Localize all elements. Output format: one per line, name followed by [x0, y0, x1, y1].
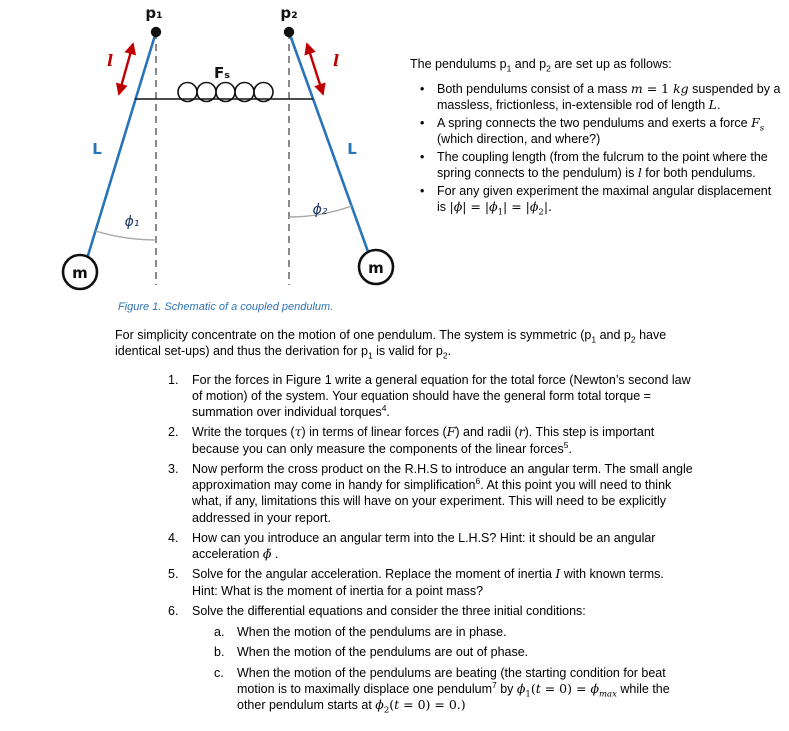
- intro-paragraph: For simplicity concentrate on the motion of one pendulum. The system is symmetric ($p_1$ and $p_2$ have identical set-ups) and thus the derivation for $p_1$ is valid for $p_2$.: [115, 328, 667, 361]
- setup-bullet: [420, 149, 782, 181]
- question-item-5: [115, 566, 693, 599]
- question-6-intro: Solve the differential equations and consider the three initial conditions:: [192, 603, 586, 618]
- question-text: [192, 603, 693, 718]
- angle-label-right: ϕ₂: [312, 202, 328, 218]
- angle-arc-left: [96, 231, 157, 240]
- rod-length-label-right: L: [347, 140, 357, 158]
- setup-bullet-text: For any given experiment the maximal angular displacement is $|\phi| = |\phi_1| = |\phi_2|$.: [437, 184, 772, 218]
- figure-caption: Figure 1. Schematic of a coupled pendulum.: [118, 301, 334, 313]
- question-item-4: [115, 530, 693, 563]
- mass-label-left: m: [72, 264, 88, 282]
- setup-bullet-list: [410, 81, 782, 218]
- figure-1-diagram: [6, 2, 408, 302]
- setup-bullet: [420, 81, 782, 113]
- pivot-label-right: p₂: [280, 4, 298, 22]
- document-body: [115, 327, 693, 721]
- question-text: How can you introduce an angular term into the L.H.S? Hint: it should be an angular acceleration ϕ̈ .: [192, 530, 656, 561]
- sub-question-list: [192, 624, 693, 716]
- question-item-6: [115, 603, 693, 718]
- sub-question-text: When the motion of the pendulums are beating (the starting condition for beat motion is to maximally displace one pendulum$^7$ by $\phi_1(t = 0) = \phi_{max}$ while the other pendulum starts at $\phi_2(t = 0) = 0$.): [237, 665, 670, 716]
- item-number: 5.: [168, 567, 179, 582]
- question-item-1: [115, 372, 693, 421]
- item-number: 2.: [168, 425, 179, 440]
- item-number: 3.: [168, 461, 179, 476]
- question-item-2: [115, 424, 693, 457]
- setup-title: The pendulums $p_1$ and $p_2$ are set up as follows:: [410, 57, 672, 74]
- bullet-marker: •: [420, 116, 425, 130]
- question-text: Solve for the angular acceleration. Replace the moment of inertia I with known terms. Hint: What is the moment of inertia for a point mass?: [192, 566, 664, 598]
- bullet-marker: •: [420, 82, 425, 96]
- rod-length-label-left: L: [92, 140, 102, 158]
- item-letter: b.: [214, 645, 225, 660]
- spring-force-label: Fₛ: [214, 64, 230, 82]
- angle-label-left: ϕ₁: [124, 214, 140, 230]
- pivot-dot-left: [151, 27, 161, 37]
- question-text: Now perform the cross product on the R.H.S to introduce an angular term. The small angle approximation may come in handy for simplification$^6$. At this point you will need to think what, if any, limitations this will have on your experiment. This will need to be explicitly addressed in your report.: [192, 461, 693, 525]
- sub-question-item-a: [192, 624, 693, 640]
- setup-bullet: [420, 115, 782, 147]
- item-letter: a.: [214, 625, 225, 639]
- mass-label-right: m: [368, 259, 384, 277]
- sub-question-text: When the motion of the pendulums are in phase.: [237, 625, 507, 639]
- rod-right: [289, 32, 371, 260]
- question-text: For the forces in Figure 1 write a general equation for the total force (Newton’s second law of motion) of the system. Your equation should have the general form total torque = summation over individual torques$^4$.: [192, 372, 691, 419]
- pivot-dot-right: [284, 27, 294, 37]
- figure-area: [0, 0, 789, 322]
- pivot-label-left: p₁: [145, 4, 163, 22]
- question-text: Write the torques (τ) in terms of linear forces (F) and radii (r). This step is important because you can only measure the components of the linear forces$^5$.: [192, 424, 655, 456]
- item-number: 1.: [168, 372, 179, 387]
- sub-question-item-c: [192, 665, 693, 714]
- sub-question-item-b: [192, 644, 693, 660]
- coupling-arrow-left: [119, 44, 133, 94]
- setup-bullet: [420, 183, 782, 218]
- setup-bullet-text: The coupling length (from the fulcrum to the point where the spring connects to the pendulum) is l for both pendulums.: [437, 150, 768, 180]
- item-number: 6.: [168, 603, 179, 618]
- question-list: [115, 372, 693, 718]
- coupling-length-label-left: l: [106, 51, 114, 70]
- bullet-marker: •: [420, 150, 425, 164]
- coupling-length-label-right: l: [332, 51, 340, 70]
- setup-bullet-text: Both pendulums consist of a mass m = 1 kg suspended by a massless, frictionless, in-extensible rod of length L.: [437, 81, 781, 112]
- setup-bullet-text: A spring connects the two pendulums and exerts a force $F_s$ (which direction, and where?): [437, 115, 765, 146]
- question-item-3: [115, 461, 693, 526]
- setup-description: [410, 56, 782, 217]
- sub-question-text: When the motion of the pendulums are out of phase.: [237, 645, 529, 660]
- bullet-marker: •: [420, 184, 425, 198]
- item-number: 4.: [168, 530, 179, 545]
- item-letter: c.: [214, 665, 224, 680]
